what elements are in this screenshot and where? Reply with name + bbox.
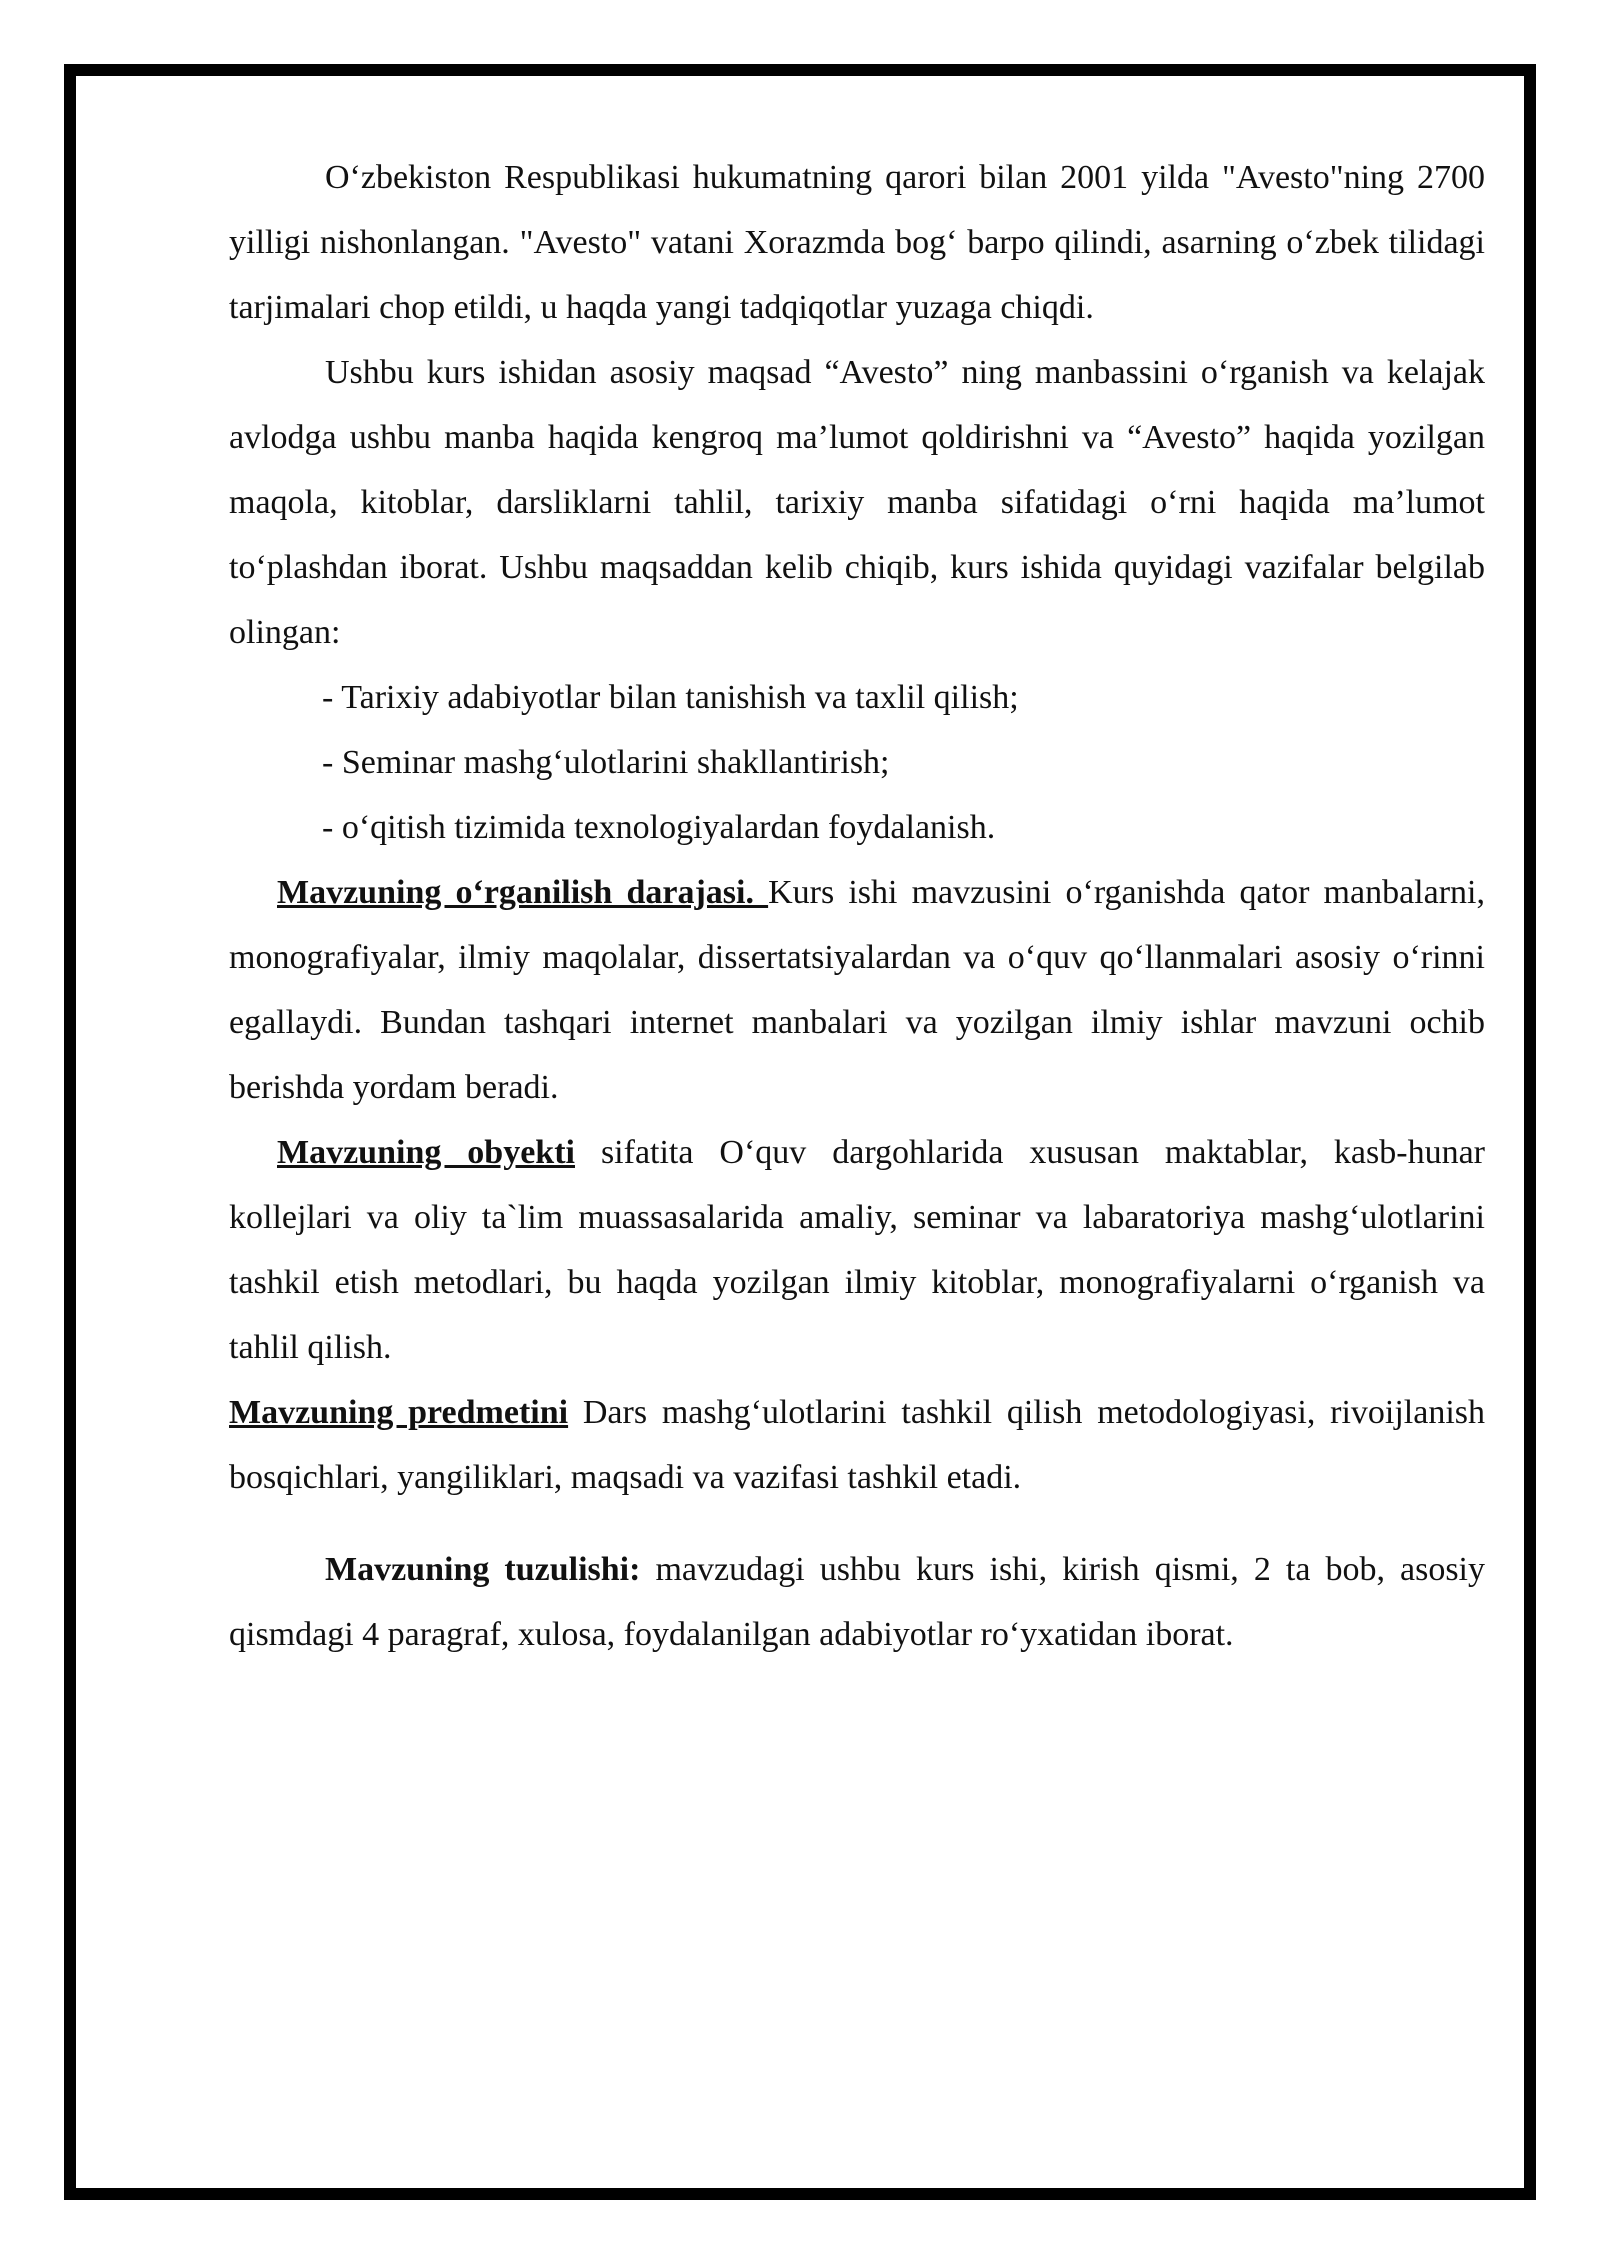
goal-paragraph: Ushbu kurs ishidan asosiy maqsad “Avesto” ning manbassini o‘rganish va kelajak avlodga ushbu manba haqida kengroq ma’lumot qoldirishni va “Avesto” haqida yozilgan maqola, kitoblar, darsliklarni tahlil, tarixiy manba sifatidagi o‘rni haqida ma’lumot to‘plashdan iborat. Ushbu maqsaddan kelib chiqib, kurs ishida quyidagi vazifalar belgilab olingan: [229, 354, 1485, 651]
subject-heading: Mavzuning predmetini [229, 1394, 569, 1431]
intro-paragraph: O‘zbekiston Respublikasi hukumatning qarori bilan 2001 yilda "Avesto"ning 2700 yilligi nishonlangan. "Avesto" vatani Xorazmda bog‘ barpo qilindi, asarning o‘zbek tilidagi tarjimalari chop etildi, u haqda yangi tadqiqotlar yuzaga chiqdi. [229, 159, 1485, 326]
structure-text: mavzudagi ushbu kurs ishi, kirish qismi, 2 ta bob, asosiy qismdagi 4 paragraf, xulosa, foydalanilgan adabiyotlar ro‘yxatidan iborat. [229, 1551, 1485, 1653]
task-item: - Tarixiy adabiyotlar bilan tanishish va taxlil qilish; [322, 679, 1019, 716]
paragraph-spacer [229, 1510, 1485, 1537]
object-heading: Mavzuning obyekti [277, 1134, 575, 1171]
study-degree-text: Kurs ishi mavzusini o‘rganishda qator manbalarni, monografiyalar, ilmiy maqolalar, dissertatsiyalardan va o‘quv qo‘llanmalari asosiy o‘rinni egallaydi. Bundan tashqari internet manbalari va yozilgan ilmiy ishlar mavzuni ochib berishda yordam beradi. [229, 874, 1485, 1106]
object-text: sifatita O‘quv dargohlarida xususan maktablar, kasb-hunar kollejlari va oliy ta`lim muassasalarida amaliy, seminar va labaratoriya mashg‘ulotlarini tashkil etish metodlari, bu haqda yozilgan ilmiy kitoblar, monografiyalarni o‘rganish va tahlil qilish. [229, 1134, 1485, 1366]
task-item: - o‘qitish tizimida texnologiyalardan foydalanish. [322, 809, 996, 846]
task-item: - Seminar mashg‘ulotlarini shakllantirish; [322, 744, 890, 781]
subject-text: Dars mashg‘ulotlarini tashkil qilish metodologiyasi, rivoijlanish bosqichlari, yangiliklari, maqsadi va vazifasi tashkil etadi. [229, 1394, 1486, 1496]
object-paragraph [229, 1120, 1485, 1380]
study-degree-heading: Mavzuning o‘rganilish darajasi. [277, 874, 769, 911]
study-degree-paragraph [229, 860, 1485, 1120]
subject-paragraph [229, 1380, 1485, 1510]
structure-paragraph [229, 1537, 1485, 1667]
document-body [229, 145, 1485, 1667]
structure-heading: Mavzuning tuzulishi: [325, 1551, 641, 1588]
